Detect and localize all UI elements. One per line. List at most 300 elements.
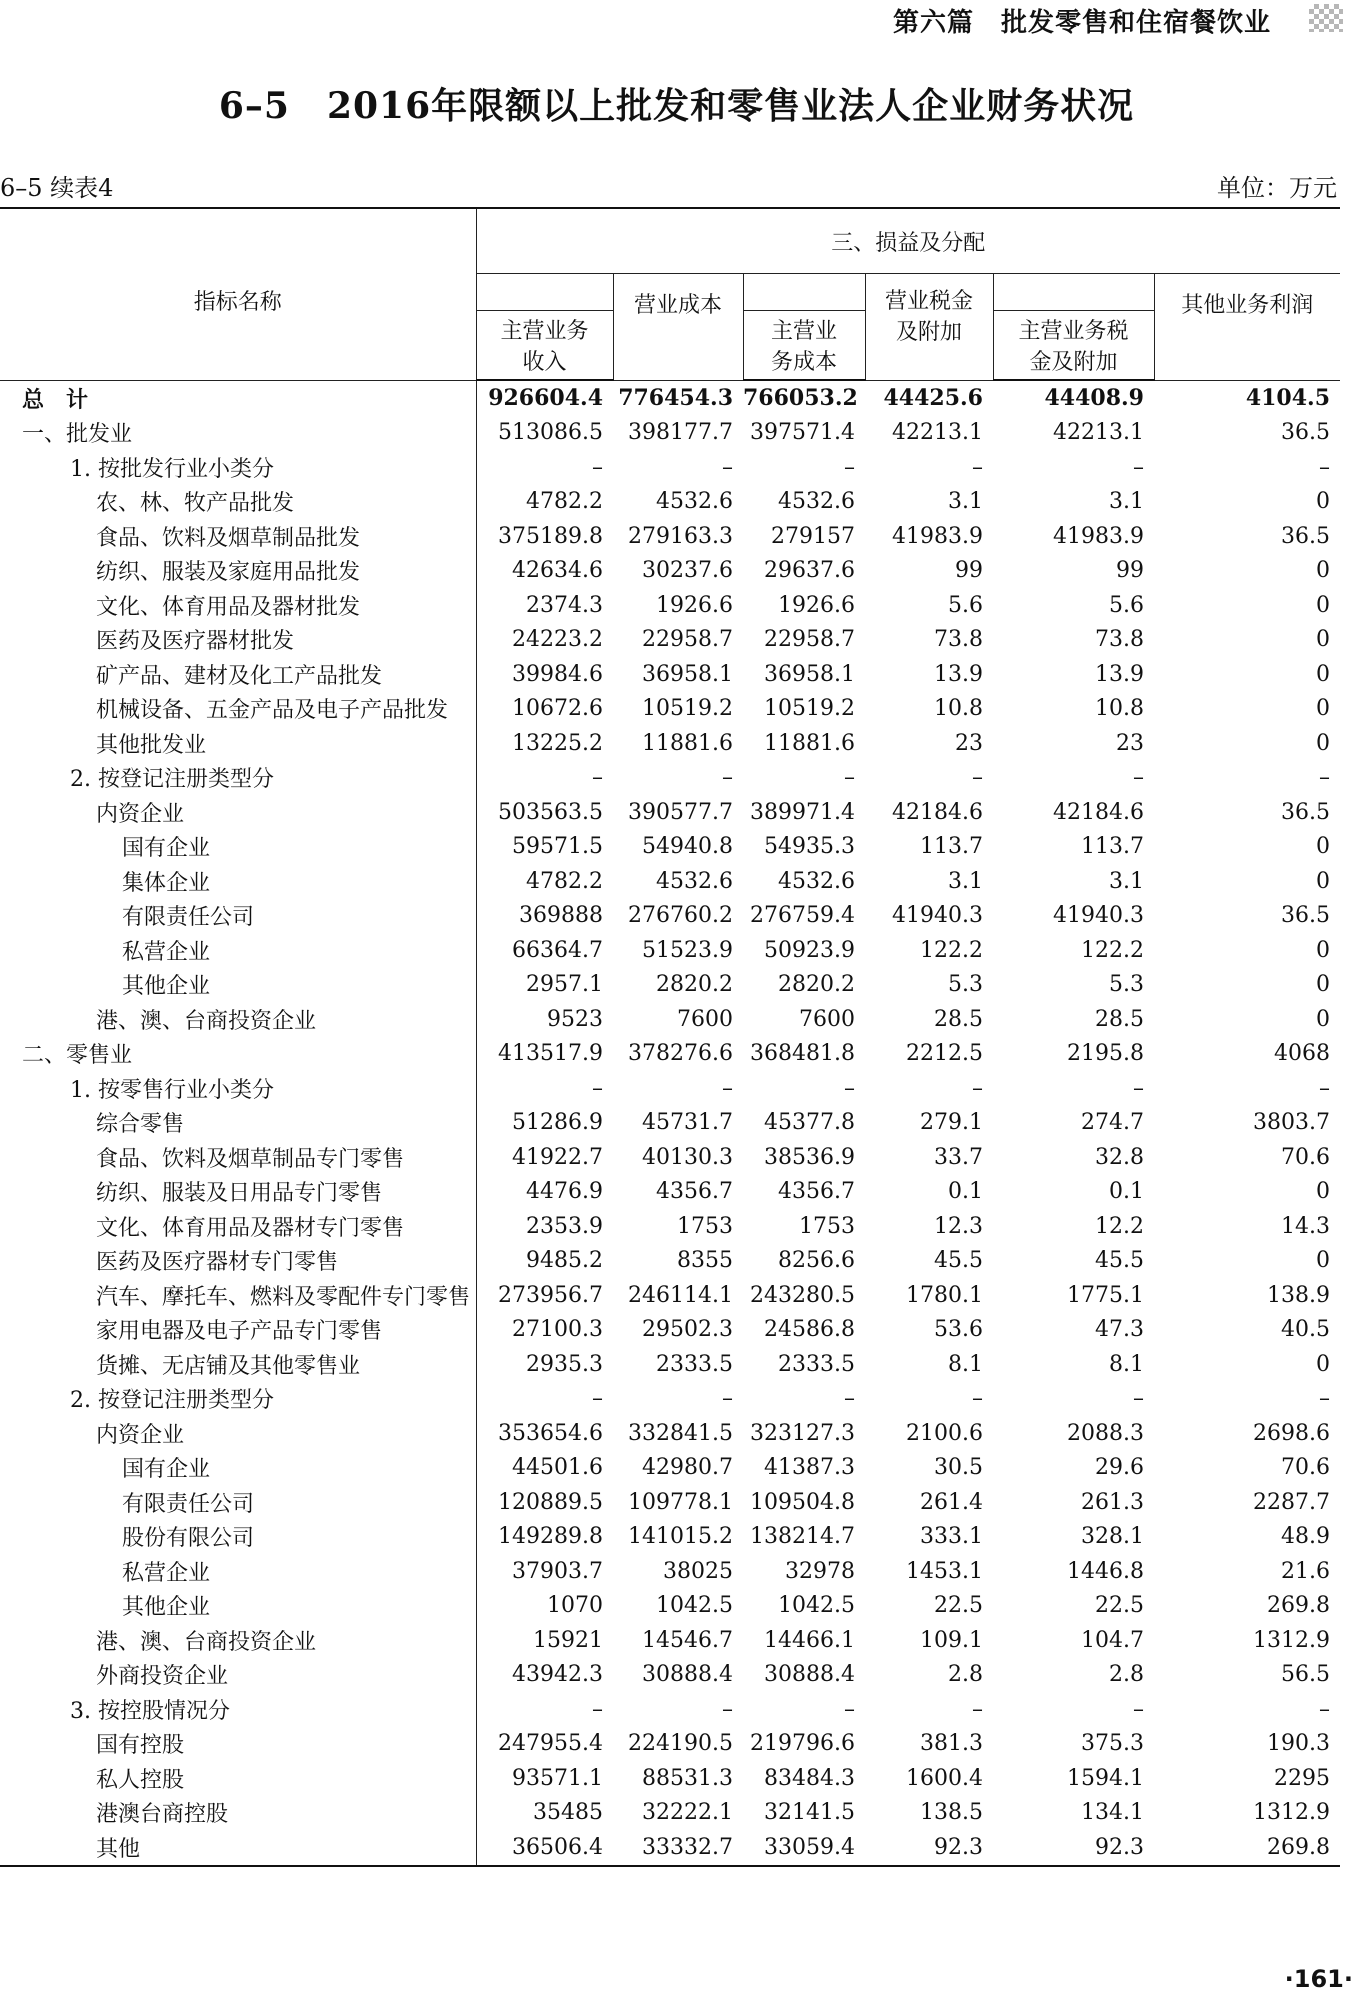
row-value: 1600.4 — [906, 1765, 983, 1791]
row-value: 33332.7 — [613, 1830, 743, 1866]
row-value: – — [1319, 765, 1331, 791]
table-row — [0, 1071, 1340, 1106]
row-label: 集体企业 — [122, 870, 211, 896]
row-label: 家用电器及电子产品专门零售 — [96, 1319, 383, 1345]
row-value: – — [1319, 1386, 1331, 1412]
row-value: 54935.3 — [764, 834, 855, 860]
row-value: 390577.7 — [628, 799, 733, 825]
table-row — [0, 761, 1340, 796]
table-row — [0, 726, 1340, 761]
table-row — [0, 1623, 1340, 1658]
table-row — [0, 933, 1340, 968]
row-value: – — [722, 765, 733, 791]
table-row — [0, 1416, 1340, 1451]
row-value: 36958.1 — [642, 661, 733, 687]
row-label: 股份有限公司 — [122, 1526, 255, 1552]
col-header-main-tax: 主营业务税 金及附加 — [993, 311, 1154, 381]
row-value: – — [1133, 1075, 1144, 1101]
row-value: 276760.2 — [628, 903, 733, 929]
row-value: 30.5 — [934, 1455, 983, 1481]
row-label: 国有企业 — [122, 1457, 211, 1483]
checker-pattern-icon — [1309, 4, 1343, 32]
table-row — [0, 1554, 1340, 1589]
row-value: 33059.4 — [743, 1830, 865, 1866]
row-value: 0 — [1316, 696, 1331, 722]
row-value: – — [1133, 454, 1144, 480]
row-value: 30888.4 — [764, 1662, 855, 1688]
row-label: 货摊、无店铺及其他零售业 — [96, 1353, 361, 1379]
table-row — [0, 1796, 1340, 1831]
row-value: – — [476, 1382, 613, 1417]
row-value: 22.5 — [934, 1593, 983, 1619]
row-value: 1042.5 — [656, 1593, 733, 1619]
row-value: 243280.5 — [750, 1282, 855, 1308]
row-value: 42213.1 — [892, 420, 983, 446]
row-value: 113.7 — [920, 834, 983, 860]
row-value: 42980.7 — [642, 1455, 733, 1481]
row-value: 0 — [1316, 1006, 1331, 1032]
row-value: 13225.2 — [476, 726, 613, 761]
row-value: 1775.1 — [1067, 1282, 1144, 1308]
row-value: 56.5 — [1281, 1662, 1331, 1688]
page-number: ·161· — [1284, 1965, 1353, 1993]
row-value: – — [1319, 1696, 1331, 1722]
row-label: 二、零售业 — [22, 1043, 133, 1069]
row-value: 8.1 — [948, 1351, 983, 1377]
row-value: 328.1 — [1081, 1524, 1144, 1550]
row-value: 3.1 — [1109, 868, 1144, 894]
col-header-main-revenue: 主营业务 收入 — [476, 311, 613, 381]
row-value: 0 — [1316, 627, 1331, 653]
section-header-text: 第六篇 批发零售和住宿餐饮业 — [892, 8, 1271, 38]
row-value: – — [844, 1386, 855, 1412]
row-value: 83484.3 — [764, 1765, 855, 1791]
row-value: 11881.6 — [764, 730, 855, 756]
row-value: 1042.5 — [778, 1593, 855, 1619]
row-value: 1312.9 — [1253, 1800, 1331, 1826]
row-value: – — [972, 765, 983, 791]
indicator-header: 指标名称 — [0, 208, 476, 380]
row-value: 92.3 — [993, 1830, 1154, 1866]
row-value: 37903.7 — [476, 1554, 613, 1589]
row-value: 1753 — [677, 1213, 733, 1239]
row-value: – — [476, 761, 613, 796]
row-value: 36.5 — [1281, 799, 1331, 825]
row-value: 0 — [1316, 1248, 1331, 1274]
row-value: 42184.6 — [892, 799, 983, 825]
table-header — [0, 208, 1340, 380]
row-value: 4356.7 — [656, 1179, 733, 1205]
row-value: 99 — [955, 558, 983, 584]
table-row — [0, 1002, 1340, 1037]
row-value: 27100.3 — [476, 1313, 613, 1348]
row-value: 503563.5 — [476, 795, 613, 830]
table-row — [0, 1313, 1340, 1348]
row-value: 4782.2 — [476, 485, 613, 520]
row-value: 42213.1 — [1053, 420, 1144, 446]
row-value: 0 — [1316, 868, 1331, 894]
row-label: 农、林、牧产品批发 — [96, 491, 295, 517]
row-value: 41940.3 — [1053, 903, 1144, 929]
row-value: 38025 — [663, 1558, 733, 1584]
row-value: 5.3 — [948, 972, 983, 998]
row-value: 40130.3 — [642, 1144, 733, 1170]
row-value: 2374.3 — [476, 588, 613, 623]
table-row — [0, 968, 1340, 1003]
row-value: 36.5 — [1281, 523, 1331, 549]
col-header-main-cost: 主营业 务成本 — [743, 311, 865, 381]
row-value: – — [1133, 1386, 1144, 1412]
row-value: 104.7 — [1081, 1627, 1144, 1653]
row-value: 21.6 — [1281, 1558, 1331, 1584]
row-value: 1446.8 — [1067, 1558, 1144, 1584]
row-value: 2333.5 — [656, 1351, 733, 1377]
row-value: – — [844, 1696, 855, 1722]
row-value: 3.1 — [948, 868, 983, 894]
row-value: 4532.6 — [656, 868, 733, 894]
table-row — [0, 1485, 1340, 1520]
row-value: 1753 — [799, 1213, 855, 1239]
row-value: 279163.3 — [628, 523, 733, 549]
row-value: 369888 — [476, 899, 613, 934]
row-value: 29.6 — [1095, 1455, 1144, 1481]
row-value: 51523.9 — [642, 937, 733, 963]
row-value: 32978 — [785, 1558, 855, 1584]
row-value: 375189.8 — [476, 519, 613, 554]
row-label: 私人控股 — [96, 1767, 185, 1793]
row-value: 2935.3 — [476, 1347, 613, 1382]
row-value: 29637.6 — [764, 558, 855, 584]
row-value: 138214.7 — [750, 1524, 855, 1550]
row-value: 2333.5 — [778, 1351, 855, 1377]
row-value: 190.3 — [1267, 1731, 1331, 1757]
row-value: 2100.6 — [906, 1420, 983, 1446]
row-value: 413517.9 — [476, 1037, 613, 1072]
row-value: 219796.6 — [750, 1731, 855, 1757]
table-body — [0, 380, 1340, 1866]
table-row — [0, 1589, 1340, 1624]
row-value: 0.1 — [948, 1179, 983, 1205]
row-value: 3.1 — [948, 489, 983, 515]
row-value: 32141.5 — [764, 1800, 855, 1826]
row-value: 381.3 — [920, 1731, 983, 1757]
row-value: – — [844, 454, 855, 480]
row-value: 4782.2 — [476, 864, 613, 899]
spacer-cell — [993, 274, 1154, 311]
row-value: – — [722, 1075, 733, 1101]
row-value: 138.9 — [1267, 1282, 1331, 1308]
table-row — [0, 830, 1340, 865]
row-value: 113.7 — [1081, 834, 1144, 860]
row-value: 1780.1 — [906, 1282, 983, 1308]
row-value: 45.5 — [934, 1248, 983, 1274]
row-value: 38536.9 — [764, 1144, 855, 1170]
row-label: 医药及医疗器材专门零售 — [96, 1250, 339, 1276]
row-value: 99 — [1116, 558, 1144, 584]
row-value: 269.8 — [1267, 1593, 1331, 1619]
row-value: 2957.1 — [476, 968, 613, 1003]
row-value: 513086.5 — [476, 416, 613, 451]
row-value: 43942.3 — [476, 1658, 613, 1693]
table-row — [0, 899, 1340, 934]
row-label: 1. 按批发行业小类分 — [70, 456, 274, 482]
row-value: 5.3 — [1109, 972, 1144, 998]
row-value: 70.6 — [1281, 1144, 1331, 1170]
table-row — [0, 795, 1340, 830]
row-value: 47.3 — [1095, 1317, 1144, 1343]
row-value: 70.6 — [1281, 1455, 1331, 1481]
row-value: 24586.8 — [764, 1317, 855, 1343]
row-label: 3. 按控股情况分 — [70, 1698, 230, 1724]
spacer-cell — [476, 274, 613, 311]
row-label: 纺织、服装及日用品专门零售 — [96, 1181, 383, 1207]
row-value: 134.1 — [1081, 1800, 1144, 1826]
row-value: 246114.1 — [628, 1282, 733, 1308]
row-value: 28.5 — [934, 1006, 983, 1032]
row-label: 医药及医疗器材批发 — [96, 629, 295, 655]
row-value: 4532.6 — [778, 868, 855, 894]
row-value: – — [972, 1386, 983, 1412]
row-value: 0 — [1316, 730, 1331, 756]
row-value: 42634.6 — [476, 554, 613, 589]
row-value: 41940.3 — [892, 903, 983, 929]
row-label: 内资企业 — [96, 1422, 185, 1448]
row-value: 10672.6 — [476, 692, 613, 727]
row-value: 261.3 — [1081, 1489, 1144, 1515]
row-value: 378276.6 — [628, 1041, 733, 1067]
row-value: 3803.7 — [1253, 1110, 1331, 1136]
row-label: 国有企业 — [122, 836, 211, 862]
row-value: 5.6 — [1109, 592, 1144, 618]
row-value: 2820.2 — [778, 972, 855, 998]
row-value: 1926.6 — [656, 592, 733, 618]
row-value: 50923.9 — [764, 937, 855, 963]
row-value: 73.8 — [1095, 627, 1144, 653]
row-label: 文化、体育用品及器材批发 — [96, 594, 361, 620]
row-value: 45.5 — [1095, 1248, 1144, 1274]
row-value: 2698.6 — [1253, 1420, 1331, 1446]
section-header — [0, 0, 1353, 36]
row-value: 45731.7 — [642, 1110, 733, 1136]
row-value: 11881.6 — [642, 730, 733, 756]
row-value: – — [972, 454, 983, 480]
row-value: 39984.6 — [476, 657, 613, 692]
row-value: 9523 — [476, 1002, 613, 1037]
row-value: 138.5 — [920, 1800, 983, 1826]
table-row — [0, 1140, 1340, 1175]
row-value: 92.3 — [865, 1830, 993, 1866]
row-value: 4356.7 — [778, 1179, 855, 1205]
row-value: 8256.6 — [778, 1248, 855, 1274]
row-label: 港澳台商控股 — [96, 1802, 229, 1828]
table-row — [0, 1451, 1340, 1486]
row-value: – — [844, 765, 855, 791]
row-value: 0 — [1316, 661, 1331, 687]
row-value: 28.5 — [1095, 1006, 1144, 1032]
row-label: 文化、体育用品及器材专门零售 — [96, 1215, 405, 1241]
page-title: 6–5 2016年限额以上批发和零售业法人企业财务状况 — [218, 85, 1135, 127]
row-value: 2287.7 — [1253, 1489, 1331, 1515]
table-continuation-label: 6–5 续表4 — [0, 174, 114, 202]
financial-table — [0, 207, 1340, 1867]
row-value: 279.1 — [920, 1110, 983, 1136]
table-row — [0, 1175, 1340, 1210]
row-label: 有限责任公司 — [122, 1491, 255, 1517]
row-value: 224190.5 — [628, 1731, 733, 1757]
row-label: 矿产品、建材及化工产品批发 — [96, 663, 383, 689]
row-value: 44408.9 — [1044, 385, 1144, 412]
row-value: 41983.9 — [892, 523, 983, 549]
row-value: 14546.7 — [642, 1627, 733, 1653]
table-row — [0, 1347, 1340, 1382]
row-value: 1312.9 — [1253, 1627, 1331, 1653]
table-row — [0, 1692, 1340, 1727]
row-value: 0 — [1316, 834, 1331, 860]
row-value: 1926.6 — [778, 592, 855, 618]
row-value: 22.5 — [1095, 1593, 1144, 1619]
row-label: 汽车、摩托车、燃料及零配件专门零售 — [96, 1284, 471, 1310]
row-label: 1. 按零售行业小类分 — [70, 1077, 274, 1103]
row-value: 269.8 — [1154, 1830, 1340, 1866]
row-value: 35485 — [476, 1796, 613, 1831]
row-value: 279157 — [771, 523, 855, 549]
row-value: – — [1133, 765, 1144, 791]
table-row — [0, 485, 1340, 520]
row-value: 12.2 — [1095, 1213, 1144, 1239]
row-value: 41387.3 — [764, 1455, 855, 1481]
row-value: 333.1 — [920, 1524, 983, 1550]
table-row — [0, 1278, 1340, 1313]
row-value: 2295 — [1274, 1765, 1331, 1791]
row-value: 73.8 — [934, 627, 983, 653]
row-label: 内资企业 — [96, 801, 185, 827]
row-value: – — [476, 1692, 613, 1727]
row-label: 一、批发业 — [22, 422, 133, 448]
row-value: 2820.2 — [656, 972, 733, 998]
row-value: 36958.1 — [764, 661, 855, 687]
row-label: 2. 按登记注册类型分 — [70, 1388, 274, 1414]
row-value: – — [722, 1696, 733, 1722]
row-value: 7600 — [799, 1006, 855, 1032]
row-value: 14.3 — [1281, 1213, 1331, 1239]
row-label: 港、澳、台商投资企业 — [96, 1629, 317, 1655]
row-value: 10.8 — [1095, 696, 1144, 722]
row-value: 323127.3 — [750, 1420, 855, 1446]
row-value: 36506.4 — [476, 1830, 613, 1866]
row-value: 36.5 — [1281, 420, 1331, 446]
row-value: 12.3 — [934, 1213, 983, 1239]
row-value: 4532.6 — [778, 489, 855, 515]
row-value: 0 — [1316, 489, 1331, 515]
table-row — [0, 1244, 1340, 1279]
row-label: 私营企业 — [122, 939, 211, 965]
row-value: 41922.7 — [476, 1140, 613, 1175]
row-value: – — [722, 454, 733, 480]
row-value: 1453.1 — [906, 1558, 983, 1584]
row-value: 2088.3 — [1067, 1420, 1144, 1446]
row-value: 10519.2 — [764, 696, 855, 722]
row-value: 4104.5 — [1245, 385, 1331, 411]
row-value: 332841.5 — [628, 1420, 733, 1446]
row-value: 22958.7 — [764, 627, 855, 653]
row-label: 外商投资企业 — [96, 1664, 229, 1690]
row-value: 54940.8 — [642, 834, 733, 860]
row-value: 24223.2 — [476, 623, 613, 658]
row-value: 9485.2 — [476, 1244, 613, 1279]
row-value: 926604.4 — [476, 380, 613, 416]
row-value: 3.1 — [1109, 489, 1144, 515]
table-row — [0, 1830, 1340, 1866]
row-value: 2195.8 — [1067, 1041, 1144, 1067]
table-row — [0, 623, 1340, 658]
row-label: 食品、饮料及烟草制品批发 — [96, 525, 361, 551]
row-value: 40.5 — [1281, 1317, 1331, 1343]
row-value: 276759.4 — [750, 903, 855, 929]
row-value: – — [844, 1075, 855, 1101]
row-value: 2.8 — [948, 1662, 983, 1688]
row-value: 273956.7 — [476, 1278, 613, 1313]
row-label: 有限责任公司 — [122, 905, 255, 931]
row-value: 247955.4 — [476, 1727, 613, 1762]
row-label: 其他 — [0, 1830, 476, 1866]
row-value: 398177.7 — [628, 420, 733, 446]
row-value: 2.8 — [1109, 1662, 1144, 1688]
row-value: 32.8 — [1095, 1144, 1144, 1170]
row-value: 44501.6 — [476, 1451, 613, 1486]
row-value: 48.9 — [1281, 1524, 1331, 1550]
row-value: 8.1 — [1109, 1351, 1144, 1377]
table-row — [0, 1209, 1340, 1244]
row-value: 0.1 — [1109, 1179, 1144, 1205]
row-label: 国有控股 — [96, 1733, 185, 1759]
row-value: – — [1133, 1696, 1144, 1722]
row-value: 44425.6 — [883, 385, 983, 411]
row-value: – — [972, 1075, 983, 1101]
row-value: 1070 — [476, 1589, 613, 1624]
row-value: 23 — [955, 730, 983, 756]
row-label: 食品、饮料及烟草制品专门零售 — [96, 1146, 405, 1172]
col-header-other-profit: 其他业务利润 — [1154, 274, 1340, 381]
table-row — [0, 1037, 1340, 1072]
table-row — [0, 416, 1340, 451]
row-value: 45377.8 — [764, 1110, 855, 1136]
row-value: – — [1319, 1075, 1331, 1101]
row-label: 综合零售 — [96, 1112, 185, 1138]
table-row — [0, 1658, 1340, 1693]
row-value: 368481.8 — [750, 1041, 855, 1067]
row-value: 36.5 — [1281, 903, 1331, 929]
row-value: 22958.7 — [642, 627, 733, 653]
row-value: 397571.4 — [750, 420, 855, 446]
col-header-operating-cost: 营业成本 — [613, 274, 743, 381]
row-label: 港、澳、台商投资企业 — [96, 1008, 317, 1034]
row-value: 141015.2 — [628, 1524, 733, 1550]
row-value: 42184.6 — [1053, 799, 1144, 825]
table-row — [0, 380, 1340, 416]
row-label: 总 计 — [22, 386, 89, 413]
group-header: 三、损益及分配 — [476, 208, 1340, 274]
row-value: 93571.1 — [476, 1761, 613, 1796]
row-label: 机械设备、五金产品及电子产品批发 — [96, 698, 449, 724]
row-value: 0 — [1316, 972, 1331, 998]
row-label: 2. 按登记注册类型分 — [70, 767, 274, 793]
row-value: 0 — [1316, 1179, 1331, 1205]
row-value: 15921 — [476, 1623, 613, 1658]
row-value: 41983.9 — [1053, 523, 1144, 549]
row-value: 2212.5 — [906, 1041, 983, 1067]
row-value: 776454.3 — [618, 385, 733, 411]
row-value: 0 — [1316, 1351, 1331, 1377]
